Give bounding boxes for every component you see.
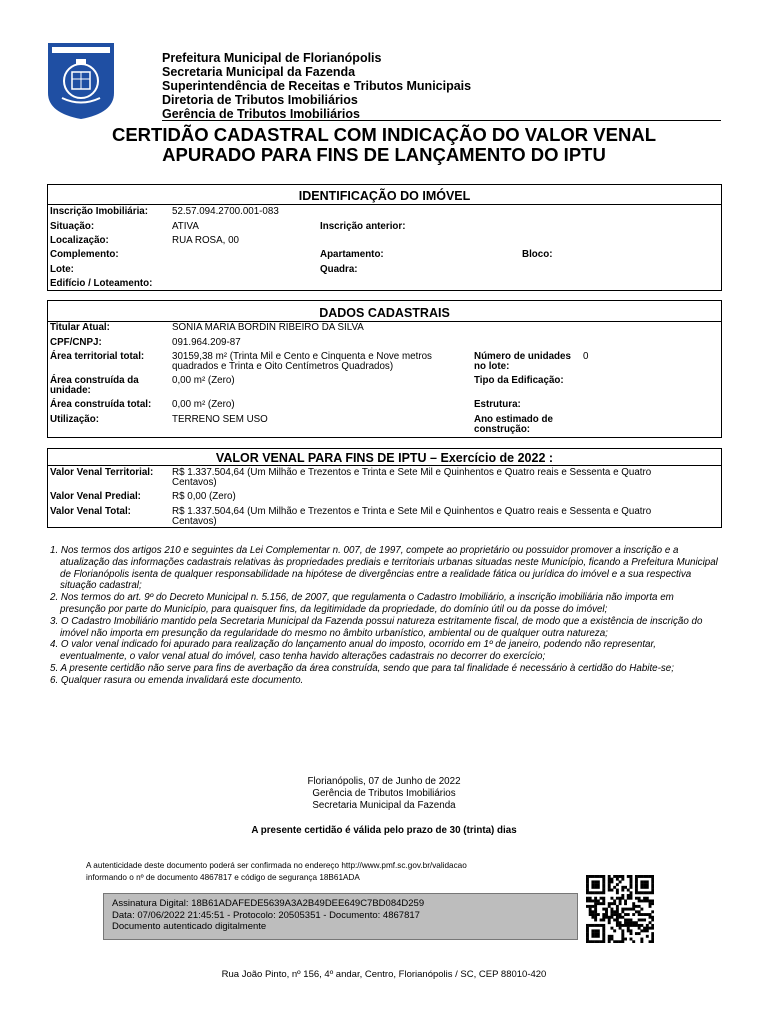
quadra-label: Quadra: xyxy=(320,264,358,275)
dados-heading: DADOS CADASTRAIS xyxy=(319,306,450,320)
valor-territorial-value-line2: Centavos) xyxy=(172,477,217,488)
header-divider xyxy=(162,120,721,121)
auth-line-1: A autenticidade deste documento poderá ser confirmada no endereço http://www.pmf.sc.gov.br/validacao xyxy=(86,861,467,870)
valor-total-value-line2: Centavos) xyxy=(172,516,217,527)
organization-header xyxy=(162,51,471,121)
ano-estimado-label-line2: construção: xyxy=(474,424,531,435)
org-line: Secretaria Municipal da Fazenda xyxy=(162,65,356,79)
area-territorial-value-line1: 30159,38 m² (Trinta Mil e Cento e Cinquenta e Nove metros xyxy=(172,351,432,362)
note-item: 6. Qualquer rasura ou emenda invalidará este documento. xyxy=(50,674,304,686)
title-line-1: CERTIDÃO CADASTRAL COM INDICAÇÃO DO VALOR VENAL xyxy=(111,124,657,145)
inscricao-label: Inscrição Imobiliária: xyxy=(50,206,149,217)
area-territorial-value-line2: quadrados e Trinta e Oito Centímetros Quadrados) xyxy=(172,361,394,372)
edificio-label: Edifício / Loteamento: xyxy=(50,278,153,289)
cpf-value: 091.964.209-87 xyxy=(172,337,241,348)
valor-predial-label: Valor Venal Predial: xyxy=(50,491,141,502)
org-line: Superintendência de Receitas e Tributos Municipais xyxy=(162,79,472,93)
note-item: 3. O Cadastro Imobiliário mantido pela Secretaria Municipal da Fazenda possui natureza estritamente fiscal, de modo que a existência de inscrição do imóvel não importa em presunção da regularidade do mesmo no âmbito urbanístico, ambiental ou de qualquer outra natureza; xyxy=(50,615,703,639)
department-line-2: Secretaria Municipal da Fazenda xyxy=(312,800,456,811)
estrutura-label: Estrutura: xyxy=(474,399,521,410)
city-coat-of-arms-icon xyxy=(48,43,114,119)
inscricao-value: 52.57.094.2700.001-083 xyxy=(172,206,279,217)
area-construida-unidade-label-line2: unidade: xyxy=(50,385,91,396)
num-unidades-label-line1: Número de unidades xyxy=(474,351,571,362)
footer-address: Rua João Pinto, nº 156, 4º andar, Centro, Florianópolis / SC, CEP 88010-420 xyxy=(221,969,547,980)
tipo-edificacao-label: Tipo da Edificação: xyxy=(474,375,564,386)
num-unidades-value: 0 xyxy=(583,351,589,362)
apartamento-label: Apartamento: xyxy=(320,249,384,260)
note-item: 4. O valor venal indicado foi apurado para realização do lançamento anual do imposto, ocorrido em 1º de janeiro, podendo não representar, eventualmente, o valor venal atual do imóvel, caso tenha havido alterações cadastrais no decorrer do exercício; xyxy=(50,639,656,663)
note-item: 2. Nos termos do art. 9º do Decreto Municipal n. 5.156, de 2007, que regulamenta o Cadastro Imobiliário, a inscrição imobiliária não importa em presunção por parte do Município, para quaisquer fins, da legitimidade da propriedade, do domínio útil ou da posse do imóvel; xyxy=(50,592,674,615)
localizacao-value: RUA ROSA, 00 xyxy=(172,235,239,246)
valor-territorial-value-line1: R$ 1.337.504,64 (Um Milhão e Trezentos e Trinta e Sete Mil e Quinhentos e Quatro reais e Sessenta e Quatro xyxy=(172,467,652,478)
identificacao-box xyxy=(47,184,722,291)
org-line: Gerência de Tributos Imobiliários xyxy=(162,107,360,121)
area-construida-total-label: Área construída total: xyxy=(50,399,152,410)
signature-line-1: Assinatura Digital: 18B61ADAFEDE5639A3A2B49DEE649C7BD084D259 xyxy=(112,898,425,909)
signature-line-3: Documento autenticado digitalmente xyxy=(112,921,267,932)
utilizacao-value: TERRENO SEM USO xyxy=(172,414,268,425)
lote-label: Lote: xyxy=(50,264,74,275)
identificacao-heading: IDENTIFICAÇÃO DO IMÓVEL xyxy=(298,189,471,203)
inscricao-anterior-label: Inscrição anterior: xyxy=(320,221,406,232)
dados-cadastrais-box xyxy=(47,300,722,438)
localizacao-label: Localização: xyxy=(50,235,109,246)
num-unidades-label-line2: no lote: xyxy=(474,361,510,372)
divider xyxy=(48,465,721,466)
ano-estimado-label-line1: Ano estimado de xyxy=(474,414,553,425)
valor-total-value-line1: R$ 1.337.504,64 (Um Milhão e Trezentos e Trinta e Sete Mil e Quinhentos e Quatro reais e Sessenta e Quatro xyxy=(172,506,652,517)
area-territorial-label: Área territorial total: xyxy=(50,351,145,362)
qr-code-icon xyxy=(586,875,654,943)
situacao-value: ATIVA xyxy=(172,221,199,232)
signature-line-2: Data: 07/06/2022 21:45:51 - Protocolo: 20505351 - Documento: 4867817 xyxy=(112,909,420,921)
divider xyxy=(48,321,721,322)
department-line-1: Gerência de Tributos Imobiliários xyxy=(312,788,456,799)
valor-predial-value: R$ 0,00 (Zero) xyxy=(172,491,236,502)
divider xyxy=(48,204,721,205)
titular-label: Titular Atual: xyxy=(50,322,110,333)
org-line: Diretoria de Tributos Imobiliários xyxy=(162,93,358,107)
auth-line-2: informando o nº de documento 4867817 e código de segurança 18B61ADA xyxy=(86,873,360,882)
digital-signature-box xyxy=(103,893,578,940)
valor-venal-box xyxy=(47,448,722,528)
title-line-2: APURADO PARA FINS DE LANÇAMENTO DO IPTU xyxy=(162,144,606,165)
org-line: Prefeitura Municipal de Florianópolis xyxy=(162,51,382,65)
area-construida-total-value: 0,00 m² (Zero) xyxy=(172,399,235,410)
complemento-label: Complemento: xyxy=(50,249,119,260)
cpf-label: CPF/CNPJ: xyxy=(50,337,102,348)
valor-heading: VALOR VENAL PARA FINS DE IPTU – Exercício de 2022 : xyxy=(215,451,554,465)
area-construida-unidade-label-line1: Área construída da xyxy=(50,375,139,386)
authenticity-notice xyxy=(86,860,467,884)
document-title xyxy=(60,125,708,165)
note-item: 5. A presente certidão não serve para fins de averbação da área construída, sendo que para tal finalidade é necessário à certidão do Habite-se; xyxy=(50,662,674,674)
situacao-label: Situação: xyxy=(50,221,95,232)
area-construida-unidade-value: 0,00 m² (Zero) xyxy=(172,375,235,386)
valor-territorial-label: Valor Venal Territorial: xyxy=(50,467,154,478)
bloco-label: Bloco: xyxy=(522,249,553,260)
notes-list xyxy=(50,545,722,687)
valor-total-label: Valor Venal Total: xyxy=(50,506,131,517)
validity-statement: A presente certidão é válida pelo prazo de 30 (trinta) dias xyxy=(251,825,517,836)
note-item: 1. Nos termos dos artigos 210 e seguintes da Lei Complementar n. 007, de 1997, compete ao proprietário ou possuidor promover a inscrição e a atualização das informações cadastrais relativas às propriedades prediais e territoriais urbanas situadas neste Município, ficando a Prefeitura Municipal de Florianópolis isenta de qualquer responsabilidade na hipótese de divergências entre a realidade fática ou jurídica do imóvel e a sua respectiva situação cadastral; xyxy=(50,545,718,592)
place-date: Florianópolis, 07 de Junho de 2022 xyxy=(307,776,461,787)
titular-value: SONIA MARIA BORDIN RIBEIRO DA SILVA xyxy=(172,322,364,333)
utilizacao-label: Utilização: xyxy=(50,414,99,425)
